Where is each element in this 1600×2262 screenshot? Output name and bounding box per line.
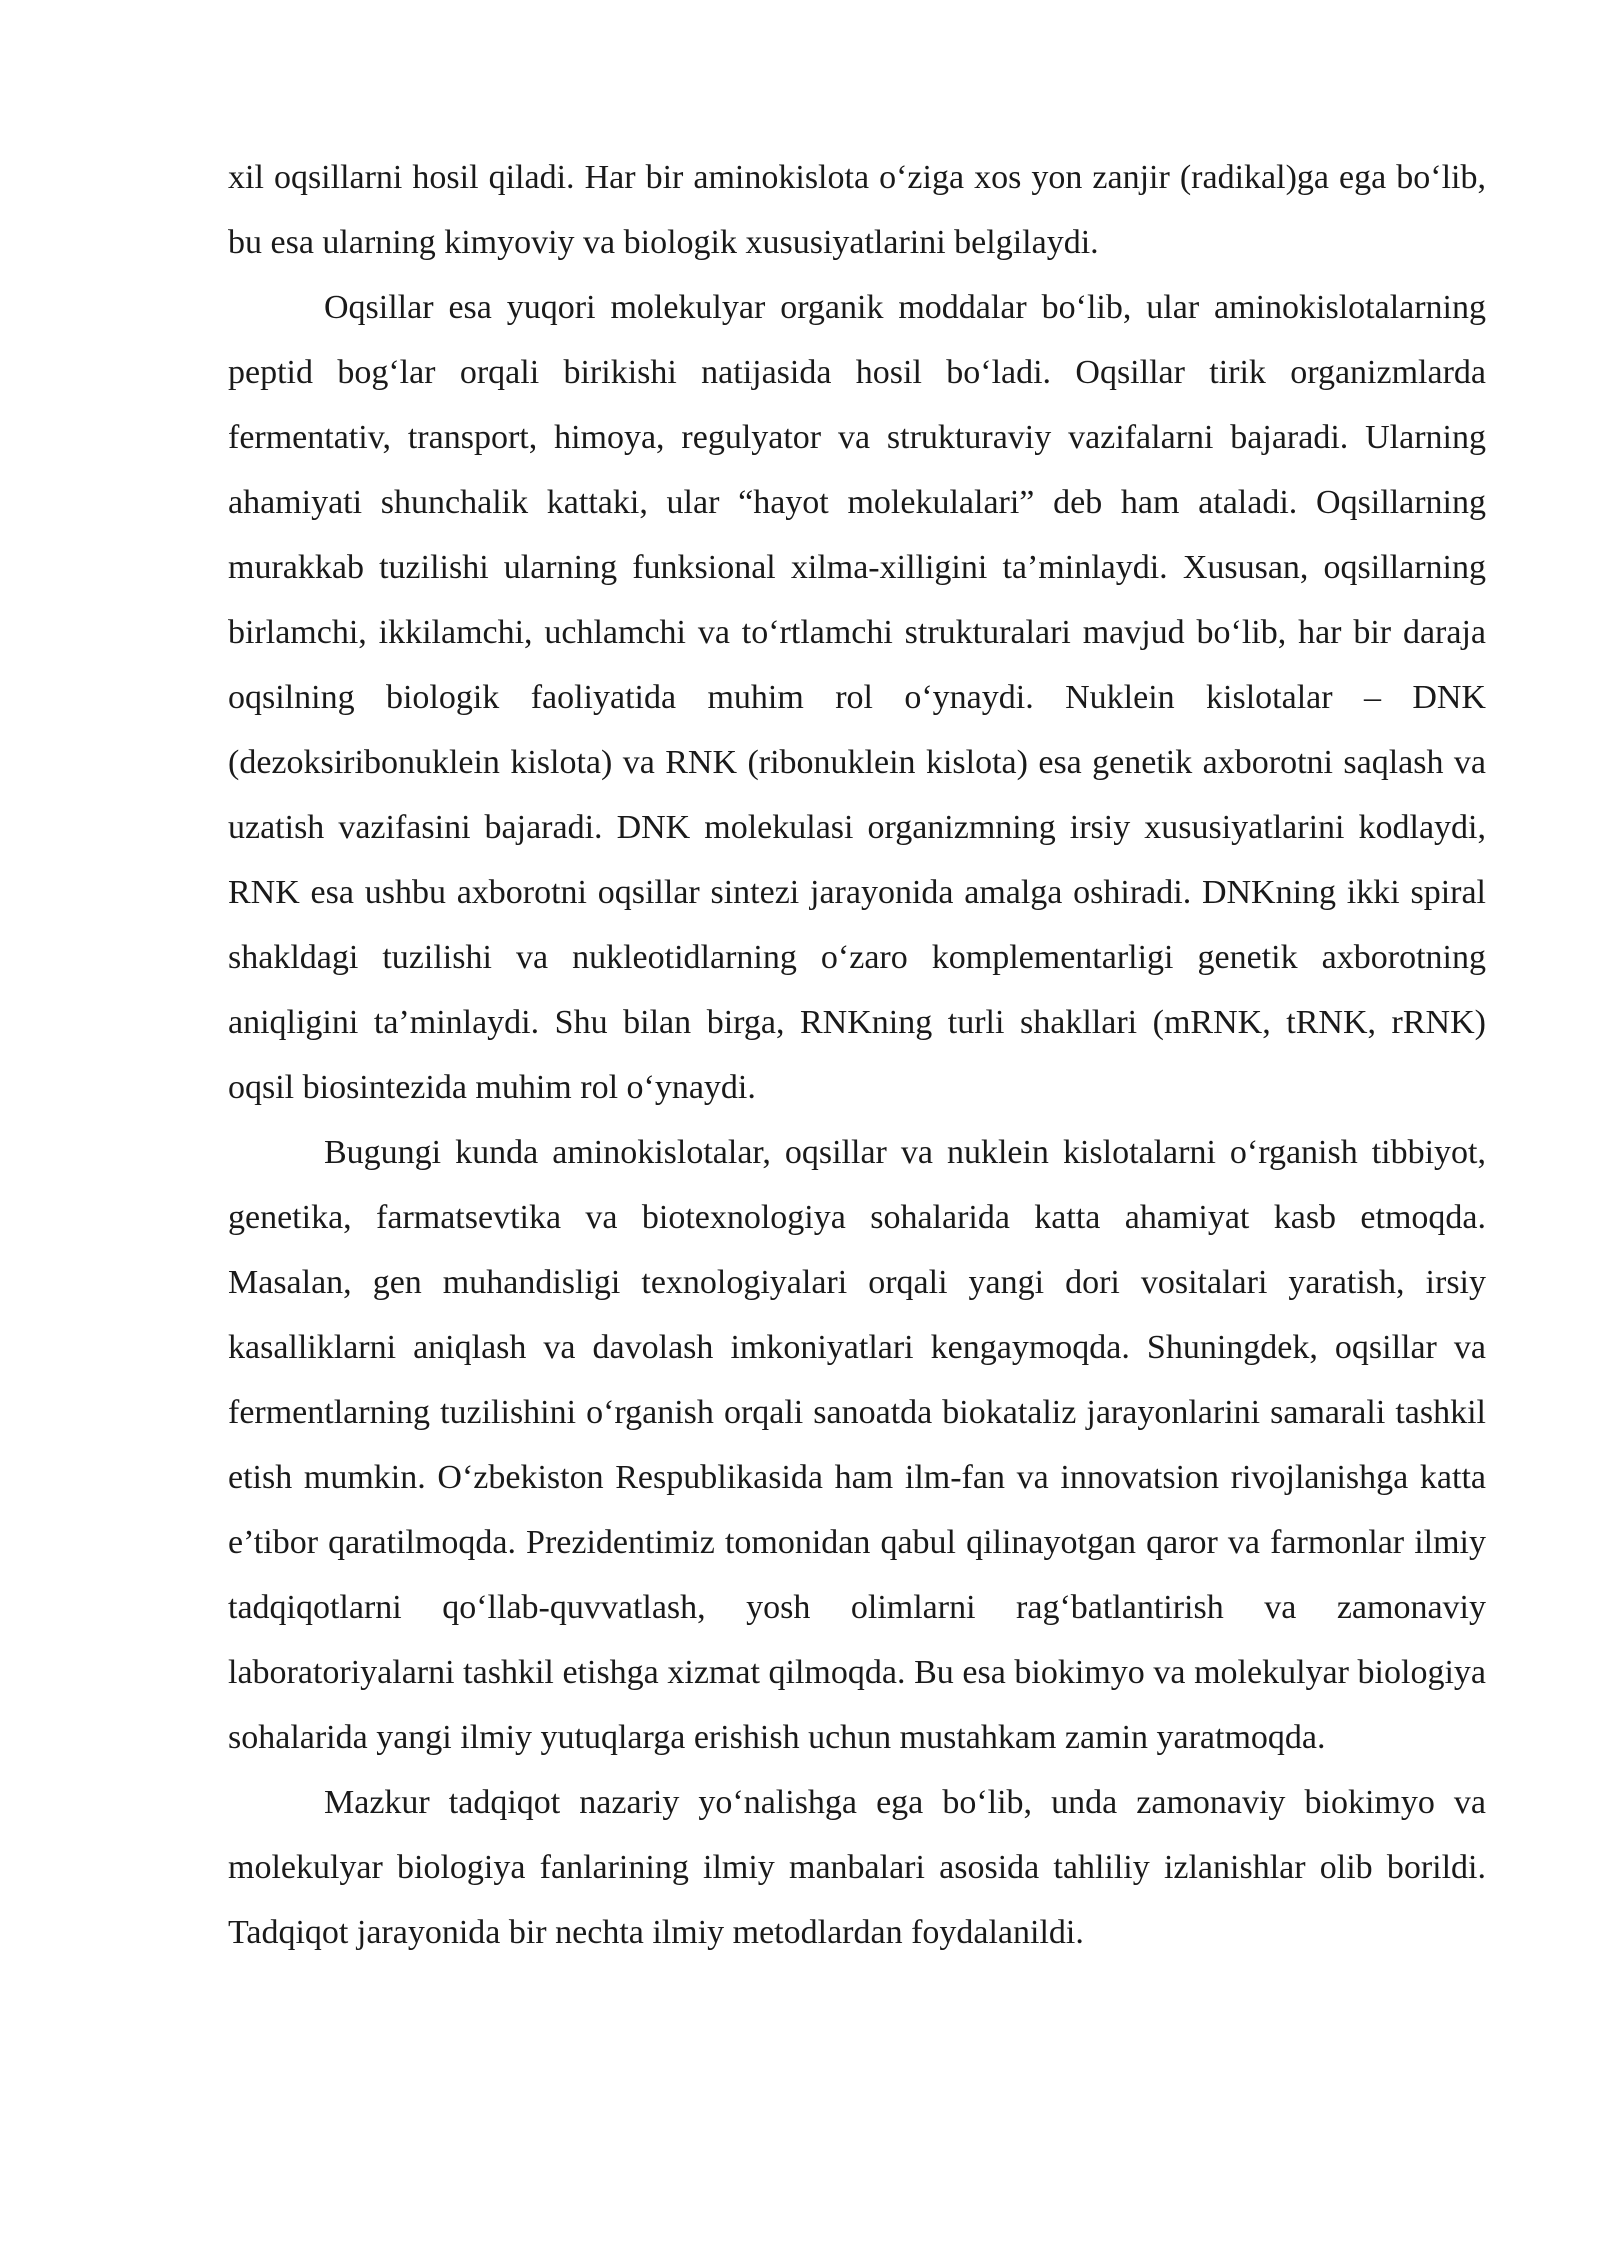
document-body — [228, 145, 1486, 1965]
paragraph-continuation: xil oqsillarni hosil qiladi. Har bir aminokislota o‘ziga xos yon zanjir (radikal)ga ega bo‘lib, bu esa ularning kimyoviy va biologik xususiyatlarini belgilaydi. — [228, 159, 1486, 261]
paragraph-methodology: Mazkur tadqiqot nazariy yo‘nalishga ega bo‘lib, unda zamonaviy biokimyo va molekulyar biologiya fanlarining ilmiy manbalari asosida tahliliy izlanishlar olib borildi. Tadqiqot jarayonida bir nechta ilmiy metodlardan foydalanildi. — [228, 1784, 1486, 1951]
paragraph-proteins-nucleic-acids: Oqsillar esa yuqori molekulyar organik moddalar bo‘lib, ular aminokislotalarning peptid bog‘lar orqali birikishi natijasida hosil bo‘ladi. Oqsillar tirik organizmlarda fermentativ, transport, himoya, regulyator va strukturaviy vazifalarni bajaradi. Ularning ahamiyati shunchalik kattaki, ular “hayot molekulalari” deb ham ataladi. Oqsillarning murakkab tuzilishi ularning funksional xilma-xilligini ta’minlaydi. Xususan, oqsillarning birlamchi, ikkilamchi, uchlamchi va to‘rtlamchi strukturalari mavjud bo‘lib, har bir daraja oqsilning biologik faoliyatida muhim rol o‘ynaydi. Nuklein kislotalar – DNK (dezoksiribonuklein kislota) va RNK (ribonuklein kislota) esa genetik axborotni saqlash va uzatish vazifasini bajaradi. DNK molekulasi organizmning irsiy xususiyatlarini kodlaydi, RNK esa ushbu axborotni oqsillar sintezi jarayonida amalga oshiradi. DNKning ikki spiral shakldagi tuzilishi va nukleotidlarning o‘zaro komplementarligi genetik axborotning aniqligini ta’minlaydi. Shu bilan birga, RNKning turli shakllari (mRNK, tRNK, rRNK) oqsil biosintezida muhim rol o‘ynaydi. — [228, 289, 1486, 1106]
paragraph-relevance: Bugungi kunda aminokislotalar, oqsillar va nuklein kislotalarni o‘rganish tibbiyot, genetika, farmatsevtika va biotexnologiya sohalarida katta ahamiyat kasb etmoqda. Masalan, gen muhandisligi texnologiyalari orqali yangi dori vositalari yaratish, irsiy kasalliklarni aniqlash va davolash imkoniyatlari kengaymoqda. Shuningdek, oqsillar va fermentlarning tuzilishini o‘rganish orqali sanoatda biokataliz jarayonlarini samarali tashkil etish mumkin. O‘zbekiston Respublikasida ham ilm-fan va innovatsion rivojlanishga katta e’tibor qaratilmoqda. Prezidentimiz tomonidan qabul qilinayotgan qaror va farmonlar ilmiy tadqiqotlarni qo‘llab-quvvatlash, yosh olimlarni rag‘batlantirish va zamonaviy laboratoriyalarni tashkil etishga xizmat qilmoqda. Bu esa biokimyo va molekulyar biologiya sohalarida yangi ilmiy yutuqlarga erishish uchun mustahkam zamin yaratmoqda. — [228, 1134, 1486, 1756]
